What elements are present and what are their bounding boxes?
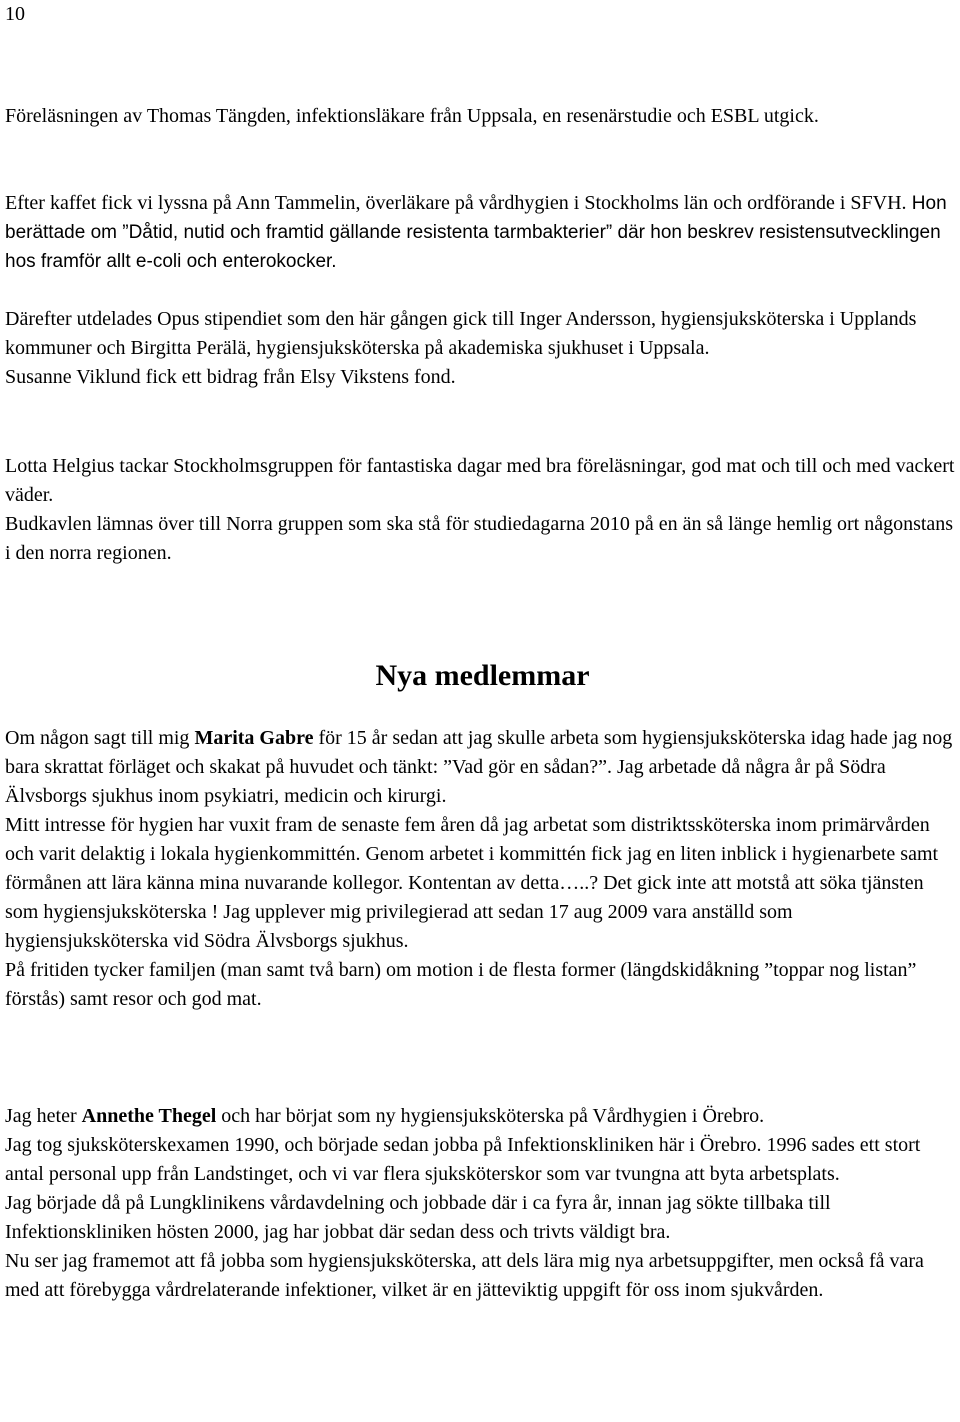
member-name-marita: Marita Gabre	[194, 727, 314, 749]
coffee-text-serif: Efter kaffet fick vi lyssna på Ann Tammelin, överläkare på vårdhygien i Stockholms län och ordförande i SFVH.	[5, 192, 907, 214]
paragraph-annethe-intro	[5, 1102, 955, 1131]
paragraph-marita-interest: Mitt intresse för hygien har vuxit fram de senaste fem åren då jag arbetat som distriktssköterska inom primärvården och varit delaktig i lokala hygienkommittén. Genom arbetet i kommittén fick jag en liten inblick i hygienarbete samt förmånen att lära känna mina nuvarande kollegor. Kontentan av detta…..? Det gick inte att motstå att söka tjänsten som hygiensjuksköterska ! Jag upplever mig privilegierad att sedan 17 aug 2009 vara anställd som hygiensjuksköterska vid Södra Älvsborgs sjukhus.	[5, 814, 939, 952]
annethe-intro-pre: Jag heter	[5, 1105, 82, 1127]
paragraph-thanks: Lotta Helgius tackar Stockholmsgruppen för fantastiska dagar med bra föreläsningar, god mat och till och med vackert väder.	[5, 455, 955, 506]
annethe-intro-post: och har börjat som ny hygiensjuksköterska på Vårdhygien i Örebro.	[216, 1105, 765, 1127]
paragraph-budkavlen: Budkavlen lämnas över till Norra gruppen som ska stå för studiedagarna 2010 på en än så länge hemlig ort någonstans i den norra regionen.	[5, 513, 954, 564]
paragraph-annethe-education: Jag tog sjuksköterskexamen 1990, och började sedan jobba på Infektionskliniken här i Örebro. 1996 sades ett stort antal personal upp från Landstinget, och vi var flera sjuksköterskor som var tvungna att byta arbetsplats.	[5, 1134, 921, 1185]
paragraph-scholarship: Därefter utdelades Opus stipendiet som den här gången gick till Inger Andersson, hygiensjuksköterska i Upplands kommuner och Birgitta Perälä, hygiensjuksköterska på akademiska sjukhuset i Uppsala.	[5, 308, 917, 359]
member-annethe-section	[5, 1102, 955, 1305]
paragraph-thanks-group	[5, 452, 955, 568]
paragraph-annethe-future: Nu ser jag framemot att få jobba som hygiensjuksköterska, att dels lära mig nya arbetsuppgifter, men också få vara med att förebygga vårdrelaterande infektioner, vilket är en jätteviktig uppgift för oss inom sjukvården.	[5, 1250, 924, 1301]
section-heading: Nya medlemmar	[375, 659, 590, 692]
marita-intro-post: för 15 år sedan att jag skulle arbeta som hygiensjuksköterska idag hade jag nog bara skrattat förläget och skakat på huvudet och tänkt: ”Vad gör en sådan?”. Jag arbetade då några år på Södra Älvsborgs sjukhus inom psykiatri, medicin och kirurgi.	[5, 727, 953, 807]
paragraph-scholarship-group	[5, 305, 955, 392]
paragraph-grant: Susanne Viklund fick ett bidrag från Elsy Vikstens fond.	[5, 366, 456, 388]
paragraph-coffee	[5, 189, 955, 276]
paragraph-coffee-text	[5, 189, 955, 276]
member-marita-section	[5, 724, 955, 1014]
paragraph-marita-intro	[5, 724, 955, 811]
page-number: 10	[5, 3, 25, 25]
paragraph-marita-leisure: På fritiden tycker familjen (man samt två barn) om motion i de flesta former (längdskidåkning ”toppar nog listan” förstås) samt resor och god mat.	[5, 959, 917, 1010]
coffee-text-sans: Hon berättade om ”Dåtid, nutid och framtid gällande resistenta tarmbakterier” där hon beskrev resistensutvecklingen hos framför allt e-coli och enterokocker.	[5, 193, 947, 272]
paragraph-lecture	[5, 102, 955, 131]
marita-intro-pre: Om någon sagt till mig	[5, 727, 195, 749]
member-name-annethe: Annethe Thegel	[81, 1105, 217, 1127]
paragraph-annethe-career: Jag började då på Lungklinikens vårdavdelning och jobbade där i ca fyra år, innan jag sökte tillbaka till Infektionskliniken hösten 2000, jag har jobbat där sedan dess och trivts väldigt bra.	[5, 1192, 831, 1243]
paragraph-lecture-text: Föreläsningen av Thomas Tängden, infektionsläkare från Uppsala, en resenärstudie och ESBL utgick.	[5, 105, 819, 127]
